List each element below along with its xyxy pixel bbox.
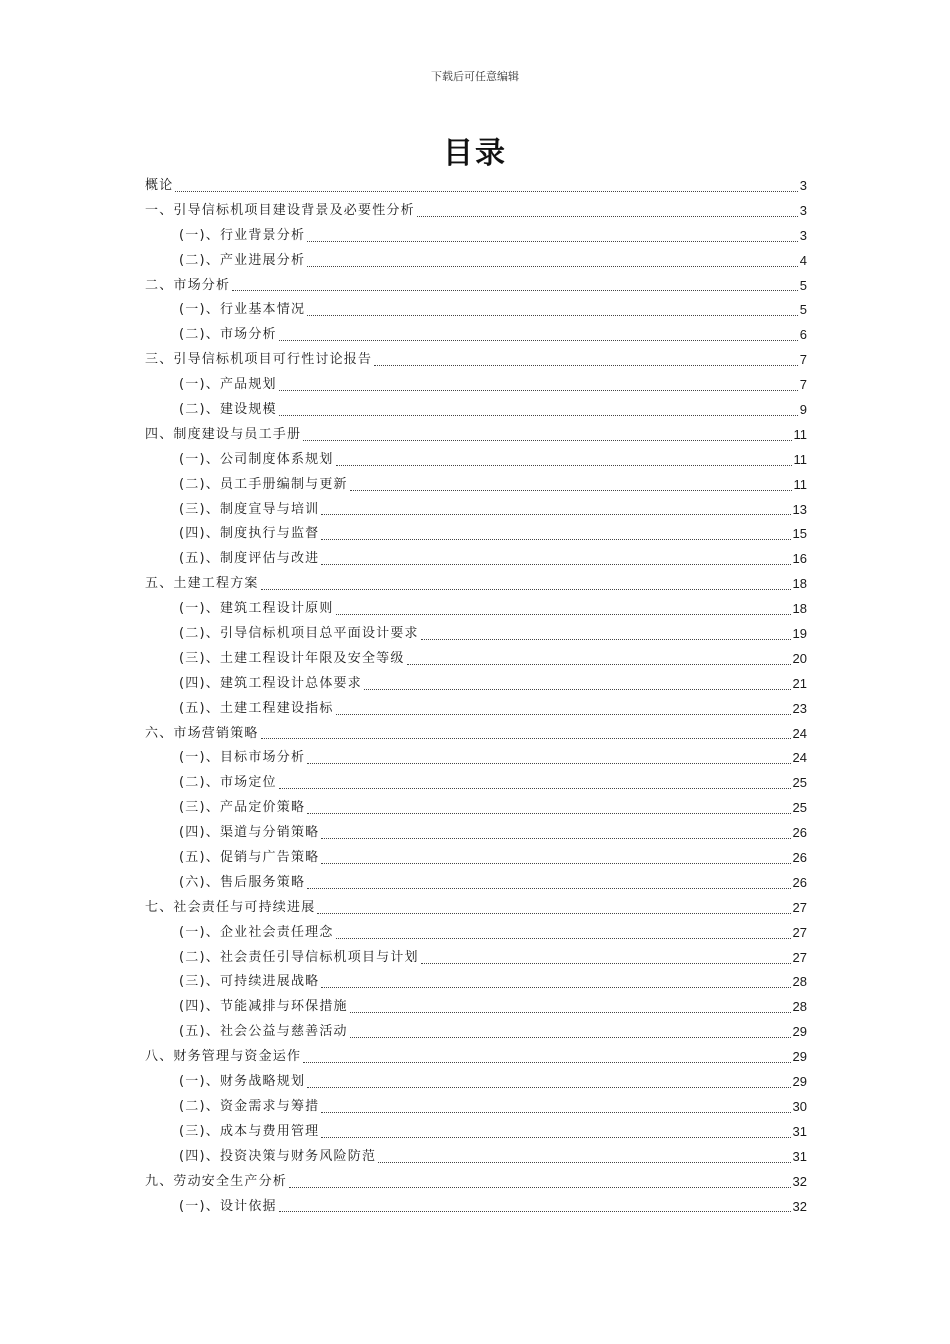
dot-leader — [336, 938, 791, 939]
dot-leader — [232, 290, 798, 291]
toc-entry-page-number: 23 — [792, 700, 807, 716]
toc-entry-label: (六)、售后服务策略 — [179, 874, 306, 890]
toc-entry-label: (四)、投资决策与财务风险防范 — [179, 1148, 377, 1164]
dot-leader — [321, 514, 790, 515]
toc-entry-label: (四)、节能减排与环保措施 — [179, 999, 348, 1015]
toc-entry-page-number: 28 — [792, 974, 807, 990]
toc-entry-page-number: 30 — [792, 1098, 807, 1114]
toc-entry-label: (四)、渠道与分销策略 — [179, 825, 320, 841]
dot-leader — [303, 1062, 790, 1063]
toc-entry[interactable] — [145, 821, 807, 846]
toc-entry[interactable] — [145, 672, 807, 697]
toc-entry-page-number: 25 — [792, 775, 807, 791]
dot-leader — [374, 365, 798, 366]
toc-entry-label: 六、市场营销策略 — [145, 725, 259, 741]
toc-entry-label: (四)、制度执行与监督 — [179, 526, 320, 542]
toc-entry-label: 七、社会责任与可持续进展 — [145, 899, 316, 915]
toc-entry[interactable] — [145, 174, 807, 199]
toc-entry[interactable] — [145, 622, 807, 647]
toc-entry-label: (二)、产业进展分析 — [179, 252, 306, 268]
toc-entry-page-number: 4 — [799, 252, 807, 268]
toc-entry-page-number: 24 — [792, 725, 807, 741]
toc-entry-label: (一)、目标市场分析 — [179, 750, 306, 766]
toc-entry-page-number: 18 — [792, 601, 807, 617]
dot-leader — [321, 1112, 790, 1113]
toc-entry-page-number: 28 — [792, 999, 807, 1015]
toc-entry[interactable] — [145, 597, 807, 622]
toc-entry-page-number: 27 — [792, 924, 807, 940]
toc-entry-label: (二)、建设规模 — [179, 402, 277, 417]
toc-entry-page-number: 31 — [792, 1148, 807, 1164]
toc-entry[interactable] — [145, 647, 807, 672]
toc-entry-label: (三)、制度宣导与培训 — [179, 501, 320, 517]
toc-entry[interactable] — [145, 274, 807, 299]
toc-entry-page-number: 19 — [792, 626, 807, 642]
dot-leader — [261, 589, 791, 590]
toc-entry-page-number: 32 — [792, 1173, 807, 1189]
toc-entry-page-number: 5 — [799, 302, 807, 318]
dot-leader — [321, 987, 790, 988]
dot-leader — [321, 564, 790, 565]
dot-leader — [279, 1211, 791, 1212]
toc-entry[interactable] — [145, 921, 807, 946]
toc-entry[interactable] — [145, 1095, 807, 1120]
toc-entry[interactable] — [145, 249, 807, 274]
toc-entry[interactable] — [145, 547, 807, 572]
dot-leader — [350, 1037, 791, 1038]
dot-leader — [336, 714, 791, 715]
toc-entry-label: (一)、公司制度体系规划 — [179, 451, 334, 467]
dot-leader — [321, 539, 790, 540]
toc-entry-label: (一)、财务战略规划 — [179, 1074, 306, 1090]
toc-entry[interactable] — [145, 498, 807, 523]
toc-entry-page-number: 3 — [799, 177, 807, 193]
toc-entry[interactable] — [145, 522, 807, 547]
toc-entry[interactable] — [145, 398, 807, 423]
dot-leader — [364, 689, 791, 690]
dot-leader — [336, 465, 792, 466]
header-note: 下载后可任意编辑 — [431, 70, 519, 83]
toc-entry-label: (一)、产品规划 — [179, 377, 277, 393]
toc-entry-page-number: 18 — [792, 576, 807, 592]
toc-entry-page-number: 11 — [793, 476, 807, 492]
dot-leader — [261, 738, 791, 739]
toc-entry-page-number: 7 — [799, 352, 807, 368]
dot-leader — [336, 614, 791, 615]
dot-leader — [321, 1137, 790, 1138]
toc-entry-page-number: 11 — [793, 451, 807, 467]
dot-leader — [307, 266, 798, 267]
toc-entry[interactable] — [145, 1145, 807, 1170]
toc-entry[interactable] — [145, 473, 807, 498]
toc-entry-label: (五)、促销与广告策略 — [179, 850, 320, 866]
dot-leader — [417, 216, 798, 217]
toc-entry[interactable] — [145, 697, 807, 722]
dot-leader — [279, 340, 798, 341]
toc-entry[interactable] — [145, 946, 807, 971]
toc-entry[interactable] — [145, 746, 807, 771]
toc-entry-page-number: 24 — [792, 750, 807, 766]
toc-entry[interactable] — [145, 224, 807, 249]
toc-entry[interactable] — [145, 1020, 807, 1045]
dot-leader — [303, 440, 791, 441]
toc-entry-page-number: 31 — [792, 1123, 807, 1139]
toc-entry-page-number: 5 — [799, 277, 807, 293]
toc-entry[interactable] — [145, 896, 807, 921]
toc-entry-page-number: 26 — [792, 874, 807, 890]
toc-entry[interactable] — [145, 323, 807, 348]
dot-leader — [307, 813, 790, 814]
toc-entry-page-number: 6 — [799, 327, 807, 343]
toc-entry-label: (三)、产品定价策略 — [179, 800, 306, 816]
toc-entry[interactable] — [145, 1195, 807, 1220]
toc-entry-label: 概论 — [145, 177, 174, 193]
dot-leader — [307, 315, 798, 316]
dot-leader — [307, 1087, 790, 1088]
dot-leader — [307, 241, 798, 242]
toc-entry-label: 一、引导信标机项目建设背景及必要性分析 — [145, 202, 415, 218]
toc-entry-page-number: 20 — [792, 650, 807, 666]
toc-entry-page-number: 25 — [792, 800, 807, 816]
dot-leader — [321, 863, 790, 864]
toc-entry-label: (一)、行业基本情况 — [179, 302, 306, 318]
toc-entry[interactable] — [145, 796, 807, 821]
toc-entry-label: (一)、建筑工程设计原则 — [179, 601, 334, 617]
dot-leader — [307, 888, 790, 889]
dot-leader — [378, 1162, 790, 1163]
toc-entry[interactable] — [145, 1070, 807, 1095]
toc-entry[interactable] — [145, 971, 807, 996]
toc-entry-label: (二)、员工手册编制与更新 — [179, 476, 348, 492]
dot-leader — [350, 1012, 791, 1013]
dot-leader — [350, 490, 792, 491]
page-title: 目录 — [443, 136, 507, 171]
toc-entry-label: (二)、社会责任引导信标机项目与计划 — [179, 949, 419, 965]
toc-entry-label: 五、土建工程方案 — [145, 576, 259, 592]
toc-entry-page-number: 27 — [792, 949, 807, 965]
toc-entry-label: (五)、社会公益与慈善活动 — [179, 1024, 348, 1040]
toc-entry[interactable] — [145, 771, 807, 796]
toc-entry[interactable] — [145, 846, 807, 871]
toc-entry-page-number: 29 — [792, 1049, 807, 1065]
toc-entry[interactable] — [145, 199, 807, 224]
dot-leader — [421, 639, 791, 640]
toc-entry-label: 三、引导信标机项目可行性讨论报告 — [145, 352, 373, 368]
dot-leader — [317, 913, 790, 914]
toc-entry-page-number: 16 — [792, 551, 807, 567]
toc-entry[interactable] — [145, 373, 807, 398]
toc-entry[interactable] — [145, 348, 807, 373]
table-of-contents — [145, 174, 807, 1219]
toc-entry-label: 八、财务管理与资金运作 — [145, 1049, 302, 1065]
toc-entry-page-number: 21 — [792, 675, 807, 691]
toc-entry-label: (三)、可持续进展战略 — [179, 974, 320, 990]
dot-leader — [175, 191, 797, 192]
toc-entry-page-number: 27 — [792, 899, 807, 915]
toc-entry-page-number: 32 — [792, 1198, 807, 1214]
toc-entry[interactable] — [145, 1120, 807, 1145]
dot-leader — [289, 1187, 791, 1188]
dot-leader — [279, 390, 798, 391]
dot-leader — [321, 838, 790, 839]
toc-entry-label: (二)、市场分析 — [179, 327, 277, 343]
toc-entry-page-number: 15 — [792, 526, 807, 542]
toc-entry-label: (三)、成本与费用管理 — [179, 1123, 320, 1139]
toc-entry-label: (二)、市场定位 — [179, 775, 277, 791]
dot-leader — [407, 664, 791, 665]
toc-entry-page-number: 26 — [792, 850, 807, 866]
toc-entry[interactable] — [145, 1045, 807, 1070]
toc-entry[interactable] — [145, 298, 807, 323]
toc-entry-label: (三)、土建工程设计年限及安全等级 — [179, 650, 405, 666]
toc-entry[interactable] — [145, 1170, 807, 1195]
dot-leader — [279, 415, 798, 416]
toc-entry-page-number: 29 — [792, 1074, 807, 1090]
toc-entry[interactable] — [145, 423, 807, 448]
toc-entry-label: (一)、设计依据 — [179, 1198, 277, 1214]
toc-entry-page-number: 26 — [792, 825, 807, 841]
toc-entry-page-number: 3 — [799, 202, 807, 218]
toc-entry-page-number: 11 — [793, 426, 807, 442]
toc-entry-label: (一)、企业社会责任理念 — [179, 924, 334, 940]
dot-leader — [421, 963, 791, 964]
toc-entry-label: (五)、土建工程建设指标 — [179, 700, 334, 716]
toc-entry-label: (五)、制度评估与改进 — [179, 551, 320, 567]
toc-entry[interactable] — [145, 448, 807, 473]
toc-entry-page-number: 13 — [792, 501, 807, 517]
toc-entry-label: (一)、行业背景分析 — [179, 227, 306, 243]
dot-leader — [279, 788, 791, 789]
toc-entry-label: (二)、资金需求与筹措 — [179, 1098, 320, 1114]
toc-entry-page-number: 9 — [799, 402, 807, 417]
toc-entry-page-number: 7 — [799, 377, 807, 393]
toc-entry-page-number: 3 — [799, 227, 807, 243]
toc-entry[interactable] — [145, 572, 807, 597]
toc-entry[interactable] — [145, 871, 807, 896]
toc-entry-label: 九、劳动安全生产分析 — [145, 1173, 288, 1189]
toc-entry-label: (二)、引导信标机项目总平面设计要求 — [179, 626, 419, 642]
toc-entry-label: (四)、建筑工程设计总体要求 — [179, 675, 362, 691]
toc-entry-label: 四、制度建设与员工手册 — [145, 426, 302, 442]
dot-leader — [307, 763, 790, 764]
toc-entry[interactable] — [145, 722, 807, 747]
toc-entry-label: 二、市场分析 — [145, 277, 231, 293]
toc-entry[interactable] — [145, 995, 807, 1020]
toc-entry-page-number: 29 — [792, 1024, 807, 1040]
